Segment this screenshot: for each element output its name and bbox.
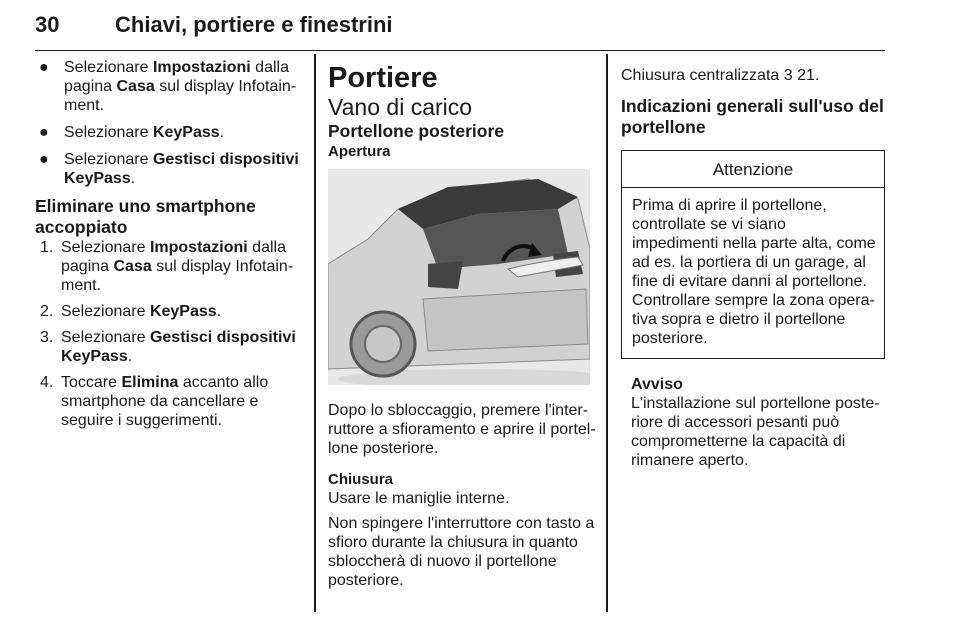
closing-warning-text: Non spingere l'interruttore con tasto a sfioro durante la chiusura in quanto sbloccherà di nuovo il portellone posteriore. xyxy=(328,515,595,589)
closing-text: Usare le maniglie interne. xyxy=(328,490,510,507)
note-block xyxy=(631,375,886,470)
page-title: Portiere xyxy=(328,62,438,94)
right-column xyxy=(621,66,886,470)
list-item: ● Selezionare Impostazioni dalla pagina Casa sul display Infotainment. xyxy=(39,59,297,114)
list-item: 1. Selezionare Impostazioni dalla pagina Casa sul display Infotainment. xyxy=(40,239,294,294)
list-item: 2. Selezionare KeyPass. xyxy=(40,303,222,320)
chapter-title: Chiavi, portiere e finestrini xyxy=(115,12,393,37)
list-item: 3. Selezionare Gestisci dispositivi KeyPass. xyxy=(40,329,296,365)
section-heading: Eliminare uno smartphone accoppiato xyxy=(35,196,256,237)
note-title: Avviso xyxy=(631,376,683,393)
car-tailgate-illustration xyxy=(328,169,590,385)
middle-column xyxy=(328,62,596,590)
list-item: 4. Toccare Elimina accanto allo smartphone da cancellare e seguire i suggerimenti. xyxy=(40,374,269,429)
page-number: 30 xyxy=(35,12,60,37)
opening-text: Dopo lo sbloccaggio, premere l'interruttore a sfioramento e aprire il portellone posteriore. xyxy=(328,402,596,457)
reference-arrow-icon: 3 xyxy=(783,67,793,84)
caution-box xyxy=(621,150,885,359)
left-column xyxy=(35,58,303,437)
numbered-list xyxy=(35,238,303,430)
caution-title: Attenzione xyxy=(622,151,884,188)
page-header xyxy=(35,6,885,51)
list-item: ● Selezionare KeyPass. xyxy=(39,124,225,141)
cross-reference: Chiusura centralizzata 3 21. xyxy=(621,67,820,84)
bullet-list xyxy=(35,58,303,188)
caution-text: Prima di aprire il portellone, controllate se vi siano impedimenti nella parte alta, come ad es. la portiera di un garage, al fine di evitare danni al portellone. Controllare sempre la zona operativa sopra e dietro il portellone posteriore. xyxy=(632,197,876,347)
opening-label: Apertura xyxy=(328,143,391,160)
section-heading: Indicazioni generali sull'uso del portellone xyxy=(621,96,884,137)
section-title: Vano di carico xyxy=(328,94,473,120)
car-rear-icon xyxy=(328,169,590,385)
closing-label: Chiusura xyxy=(328,471,394,488)
column-divider xyxy=(314,54,316,612)
list-item: ● Selezionare Gestisci dispositivi KeyPass. xyxy=(39,151,299,187)
column-divider xyxy=(606,54,608,612)
subsection-title: Portellone posteriore xyxy=(328,121,505,141)
note-text: L'installazione sul portellone posteriore di accessori pesanti può comprometterne la capacità di rimanere aperto. xyxy=(631,395,880,469)
